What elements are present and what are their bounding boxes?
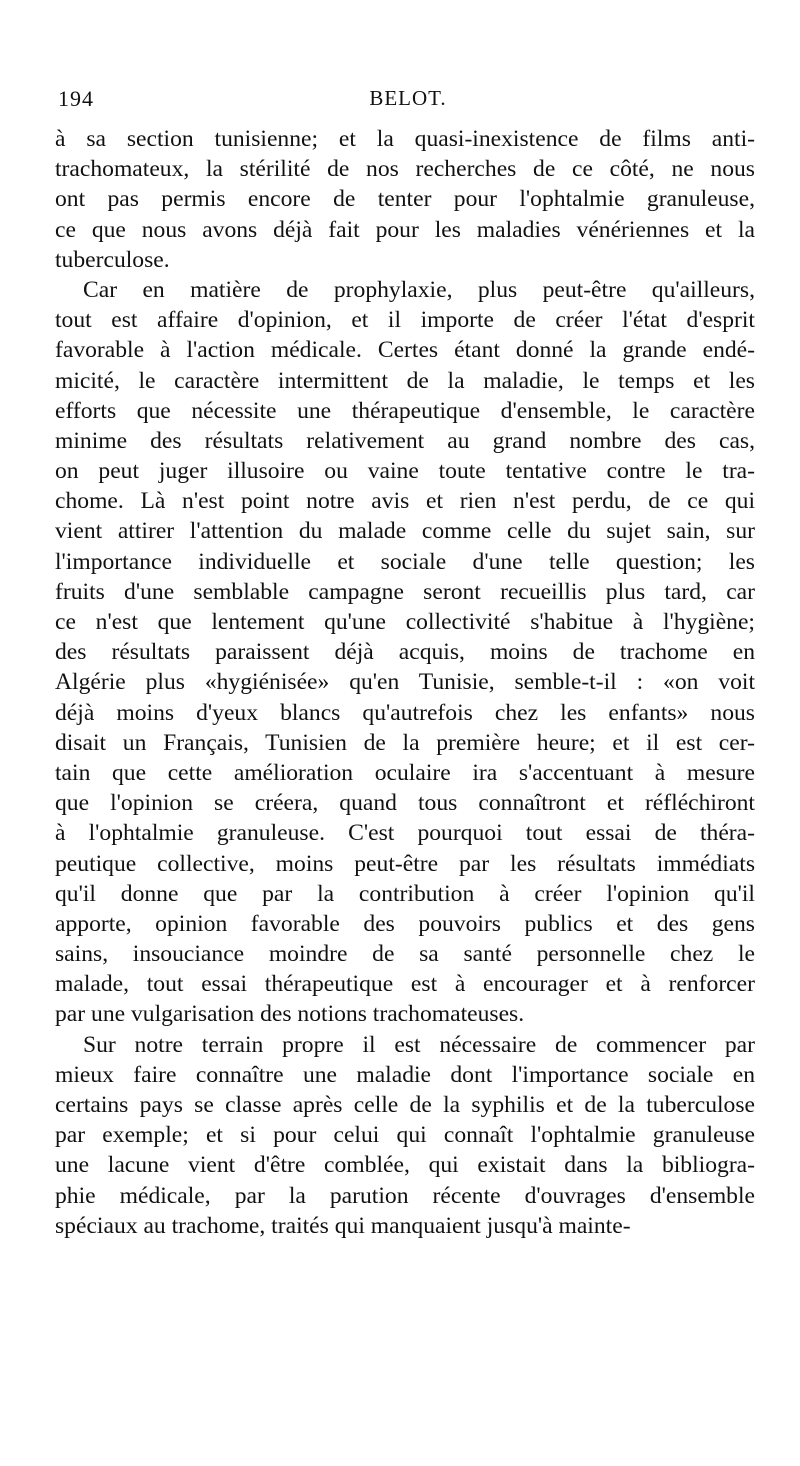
text-line: apporte, opinion favorable des pouvoirs publics et des gens xyxy=(55,910,755,937)
text-line: Car en matière de prophylaxie, plus peut-être qu'ailleurs, xyxy=(83,276,755,303)
text-line: peutique collective, moins peut-être par les résultats immédiats xyxy=(55,850,755,877)
text-line: qu'il donne que par la contribution à créer l'opinion qu'il xyxy=(55,880,755,907)
paragraph xyxy=(55,124,755,275)
text-line: que l'opinion se créera, quand tous connaîtront et réfléchiront xyxy=(55,790,755,817)
text-line: à l'ophtalmie granuleuse. C'est pourquoi tout essai de théra- xyxy=(55,820,755,847)
text-line: par une vulgarisation des notions trachomateuses. xyxy=(55,1001,525,1028)
text-line: tain que cette amélioration oculaire ira s'accentuant à mesure xyxy=(55,759,755,786)
text-line: mieux faire connaître une maladie dont l'importance sociale en xyxy=(55,1061,755,1088)
text-line: ce que nous avons déjà fait pour les maladies vénériennes et la xyxy=(55,216,755,243)
text-line: à sa section tunisienne; et la quasi-inexistence de films anti- xyxy=(55,126,755,152)
text-line: Algérie plus «hygiénisée» qu'en Tunisie, semble-t-il : «on voit xyxy=(55,669,755,696)
text-line: l'importance individuelle et sociale d'une telle question; les xyxy=(55,548,755,575)
text-line: efforts que nécessite une thérapeutique d'ensemble, le caractère xyxy=(55,397,755,424)
text-line: déjà moins d'yeux blancs qu'autrefois chez les enfants» nous xyxy=(55,699,755,726)
text-line: on peut juger illusoire ou vaine toute tentative contre le tra- xyxy=(55,458,755,485)
text-line: certains pays se classe après celle de la syphilis et de la tuberculose xyxy=(55,1092,755,1118)
text-line: des résultats paraissent déjà acquis, moins de trachome en xyxy=(55,639,755,666)
paragraph xyxy=(55,275,755,1030)
text-line: sains, insouciance moindre de sa santé personnelle chez le xyxy=(55,941,755,968)
text-line: favorable à l'action médicale. Certes étant donné la grande endé- xyxy=(55,337,755,364)
text-line: par exemple; et si pour celui qui connaît l'ophtalmie granuleuse xyxy=(55,1122,755,1149)
text-line: disait un Français, Tunisien de la première heure; et il est cer- xyxy=(55,729,755,756)
text-line: une lacune vient d'être comblée, qui existait dans la bibliogra- xyxy=(55,1152,755,1179)
page-number: 194 xyxy=(58,86,94,111)
text-line: phie médicale, par la parution récente d'ouvrages d'ensemble xyxy=(55,1182,755,1209)
text-line: trachomateux, la stérilité de nos recherches de ce côté, ne nous xyxy=(55,156,755,183)
text-line: fruits d'une semblable campagne seront recueillis plus tard, car xyxy=(55,578,755,605)
text-line: minime des résultats relativement au grand nombre des cas, xyxy=(55,427,755,454)
text-line: tuberculose. xyxy=(55,246,170,273)
body-text xyxy=(55,124,755,1241)
running-head: BELOT. xyxy=(369,86,447,110)
text-line: tout est affaire d'opinion, et il importe de créer l'état d'esprit xyxy=(55,307,755,334)
page-header xyxy=(58,86,758,116)
text-line: ce n'est que lentement qu'une collectivité s'habitue à l'hygiène; xyxy=(55,609,755,635)
text-line: spéciaux au trachome, traités qui manquaient jusqu'à mainte- xyxy=(55,1212,631,1239)
text-line: micité, le caractère intermittent de la maladie, le temps et les xyxy=(55,367,755,394)
paragraph xyxy=(55,1030,755,1241)
text-line: ont pas permis encore de tenter pour l'ophtalmie granuleuse, xyxy=(55,186,755,213)
text-line: vient attirer l'attention du malade comme celle du sujet sain, sur xyxy=(55,518,755,545)
text-line: malade, tout essai thérapeutique est à encourager et à renforcer xyxy=(55,971,755,998)
text-line: chome. Là n'est point notre avis et rien n'est perdu, de ce qui xyxy=(55,488,755,515)
text-line: Sur notre terrain propre il est nécessaire de commencer par xyxy=(83,1031,755,1058)
